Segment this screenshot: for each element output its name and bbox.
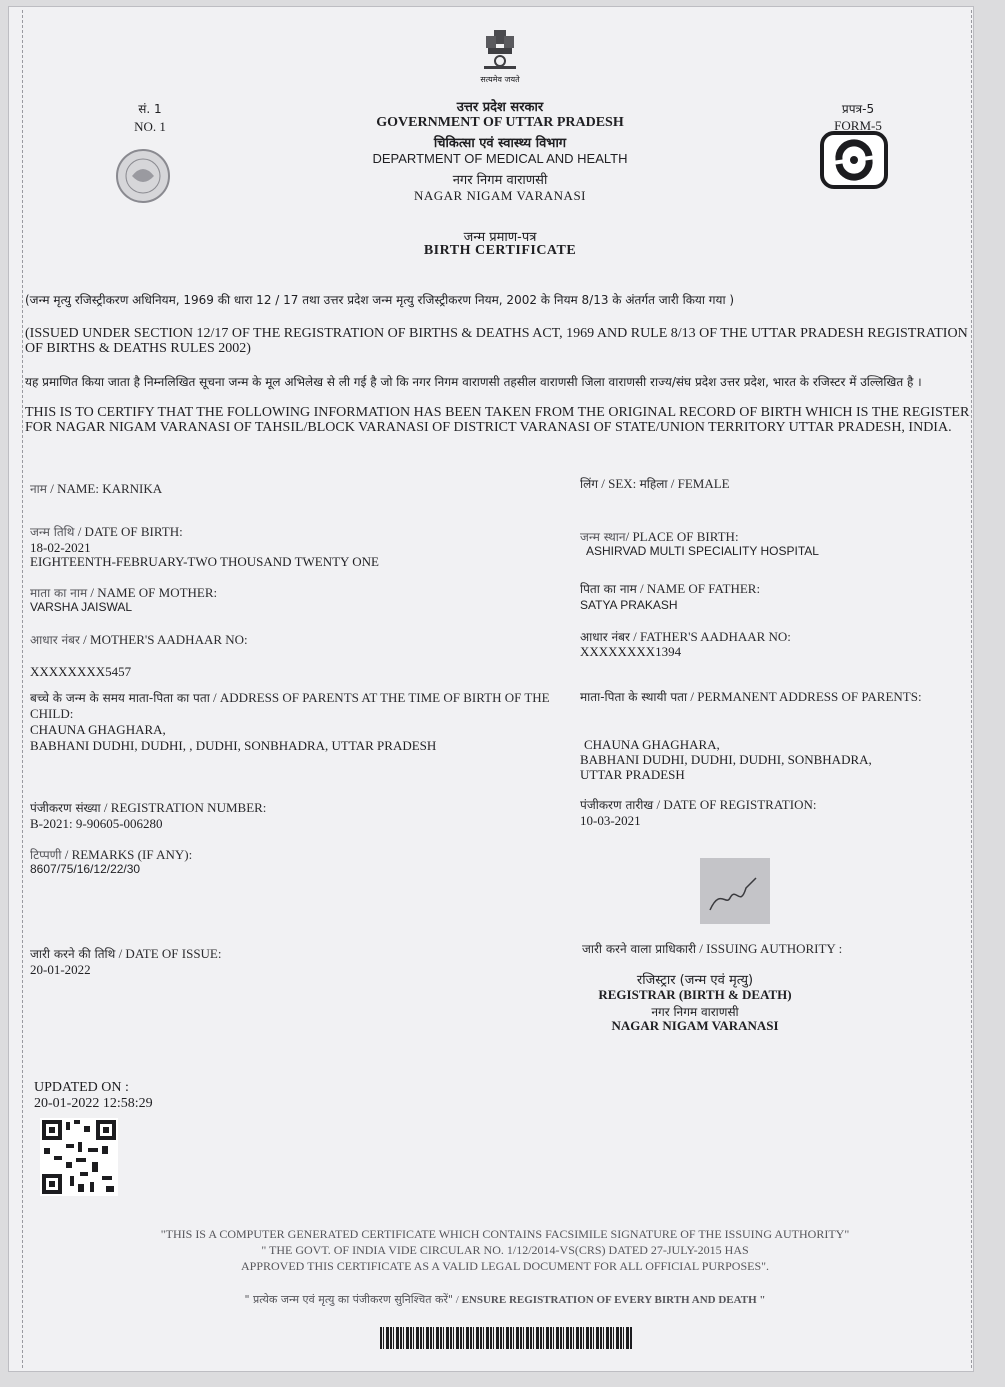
issued-under-hindi: (जन्म मृत्यु रजिस्ट्रीकरण अधिनियम, 1969 की धारा 12 / 17 तथा उत्तर प्रदेश जन्म मृत्यु रजिस्ट्रीकरण नियम, 2002 के नियम 8/13 के अंतर्गत जारी किया गया ) (25, 293, 735, 307)
department-english: DEPARTMENT OF MEDICAL AND HEALTH (372, 151, 628, 166)
dob-value: 18-02-2021 (30, 540, 91, 555)
certify-english: THIS IS TO CERTIFY THAT THE FOLLOWING INFORMATION HAS BEEN TAKEN FROM THE ORIGINAL RECORD OF BIRTH WHICH IS THE REGISTER FOR NAGAR NIGAM VARANASI OF TAHSIL/BLOCK VARANASI OF DISTRICT VARANASI OF STATE/UNION TERRITORY UTTAR PRADESH, INDIA. (25, 405, 970, 435)
permanent-address-line1: CHAUNA GHAGHARA, (584, 737, 720, 752)
registrar-english: REGISTRAR (BIRTH & DEATH) (598, 987, 792, 1002)
qr-code (40, 1118, 118, 1196)
form-hindi: प्रपत्र-5 (841, 102, 875, 116)
date-of-registration-value: 10-03-2021 (580, 813, 641, 828)
date-of-issue-value: 20-01-2022 (30, 962, 91, 977)
certificate-title-english: BIRTH CERTIFICATE (423, 243, 577, 258)
registrar-office-english: NAGAR NIGAM VARANASI (611, 1018, 779, 1033)
updated-on-label: UPDATED ON : (34, 1080, 129, 1095)
municipal-hindi: नगर निगम वाराणसी (452, 173, 548, 188)
name-field: नाम / NAME: KARNIKA (30, 481, 163, 496)
facsimile-signature (700, 858, 770, 924)
place-of-birth-label: जन्म स्थान/ PLACE OF BIRTH: (580, 529, 739, 544)
mother-aadhaar-value: XXXXXXXX5457 (30, 664, 132, 679)
sex-field: लिंग / SEX: महिला / FEMALE (580, 476, 730, 491)
mother-name-value: VARSHA JAISWAL (30, 600, 133, 614)
emblem-motto: सत्यमेव जयते (480, 75, 520, 84)
registrar-office-hindi: नगर निगम वाराणसी (651, 1005, 739, 1019)
date-of-registration-label: पंजीकरण तारीख / DATE OF REGISTRATION: (580, 797, 817, 812)
father-name-label: पिता का नाम / NAME OF FATHER: (580, 581, 761, 596)
barcode (380, 1327, 632, 1349)
serial-hindi: सं. 1 (138, 102, 162, 116)
issuing-authority-label: जारी करने वाला प्राधिकारी / ISSUING AUTHORITY : (582, 941, 843, 956)
issued-under-english: (ISSUED UNDER SECTION 12/17 OF THE REGISTRATION OF BIRTHS & DEATHS ACT, 1969 AND RULE 8/13 OF THE UTTAR PRADESH REGISTRATION OF BIRTHS & DEATHS RULES 2002) (25, 326, 968, 356)
address-at-birth-line2: BABHANI DUDHI, DUDHI, , DUDHI, SONBHADRA, UTTAR PRADESH (30, 738, 437, 753)
up-government-seal (108, 146, 178, 206)
place-of-birth-value: ASHIRVAD MULTI SPECIALITY HOSPITAL (586, 544, 819, 558)
remarks-value: 8607/75/16/12/22/30 (30, 862, 141, 876)
registration-number-value: B-2021: 9-90605-006280 (30, 816, 163, 831)
dob-label: जन्म तिथि / DATE OF BIRTH: (30, 524, 183, 539)
father-aadhaar-label: आधार नंबर / FATHER'S AADHAAR NO: (580, 629, 791, 644)
updated-on-value: 20-01-2022 12:58:29 (34, 1096, 153, 1111)
form-english: FORM-5 (834, 118, 882, 133)
permanent-address-line2: BABHANI DUDHI, DUDHI, DUDHI, SONBHADRA, (580, 752, 872, 767)
father-aadhaar-value: XXXXXXXX1394 (580, 644, 682, 659)
national-emblem (472, 28, 528, 76)
mother-aadhaar-label: आधार नंबर / MOTHER'S AADHAAR NO: (30, 632, 248, 647)
crs-logo (819, 130, 889, 190)
mother-name-label: माता का नाम / NAME OF MOTHER: (30, 585, 218, 600)
certify-hindi: यह प्रमाणित किया जाता है निम्नलिखित सूचना जन्म के मूल अभिलेख से ली गई है जो कि नगर निगम वाराणसी तहसील वाराणसी जिला वाराणसी राज्य/संघ प्रदेश उत्तर प्रदेश, भारत के रजिस्टर में उल्लिखित है । (25, 375, 922, 389)
serial-english: NO. 1 (134, 119, 166, 134)
certificate-title-hindi: जन्म प्रमाण-पत्र (463, 230, 537, 245)
registration-number-label: पंजीकरण संख्या / REGISTRATION NUMBER: (30, 800, 267, 815)
address-at-birth-line1: CHAUNA GHAGHARA, (30, 722, 166, 737)
computer-generated-note-line2: " THE GOVT. OF INDIA VIDE CIRCULAR NO. 1/12/2014-VS(CRS) DATED 27-JULY-2015 HAS (261, 1243, 749, 1257)
state-govt-hindi: उत्तर प्रदेश सरकार (456, 100, 544, 115)
date-of-issue-label: जारी करने की तिथि / DATE OF ISSUE: (30, 946, 222, 961)
father-name-value: SATYA PRAKASH (580, 598, 678, 612)
permanent-address-label: माता-पिता के स्थायी पता / PERMANENT ADDRESS OF PARENTS: (580, 689, 922, 704)
state-govt-english: GOVERNMENT OF UTTAR PRADESH (376, 115, 624, 130)
municipal-english: NAGAR NIGAM VARANASI (413, 188, 587, 203)
permanent-address-line3: UTTAR PRADESH (580, 767, 685, 782)
department-hindi: चिकित्सा एवं स्वास्थ्य विभाग (433, 136, 567, 151)
ensure-registration-slogan: " प्रत्येक जन्म एवं मृत्यु का पंजीकरण सुनिश्चित करें" / ENSURE REGISTRATION OF EVERY BIRTH AND DEATH " (244, 1293, 766, 1306)
registrar-hindi: रजिस्ट्रार (जन्म एवं मृत्यु) (636, 973, 754, 988)
dob-words: EIGHTEENTH-FEBRUARY-TWO THOUSAND TWENTY ONE (30, 554, 379, 569)
child-name: KARNIKA (102, 481, 163, 496)
computer-generated-note-line3: APPROVED THIS CERTIFICATE AS A VALID LEGAL DOCUMENT FOR ALL OFFICIAL PURPOSES". (240, 1259, 770, 1273)
computer-generated-note-line1: "THIS IS A COMPUTER GENERATED CERTIFICATE WHICH CONTAINS FACSIMILE SIGNATURE OF THE ISSUING AUTHORITY" (160, 1227, 850, 1241)
remarks-label: टिप्पणी / REMARKS (IF ANY): (30, 847, 193, 862)
address-at-birth-label: बच्चे के जन्म के समय माता-पिता का पता / ADDRESS OF PARENTS AT THE TIME OF BIRTH OF THE CHILD: (30, 690, 550, 721)
